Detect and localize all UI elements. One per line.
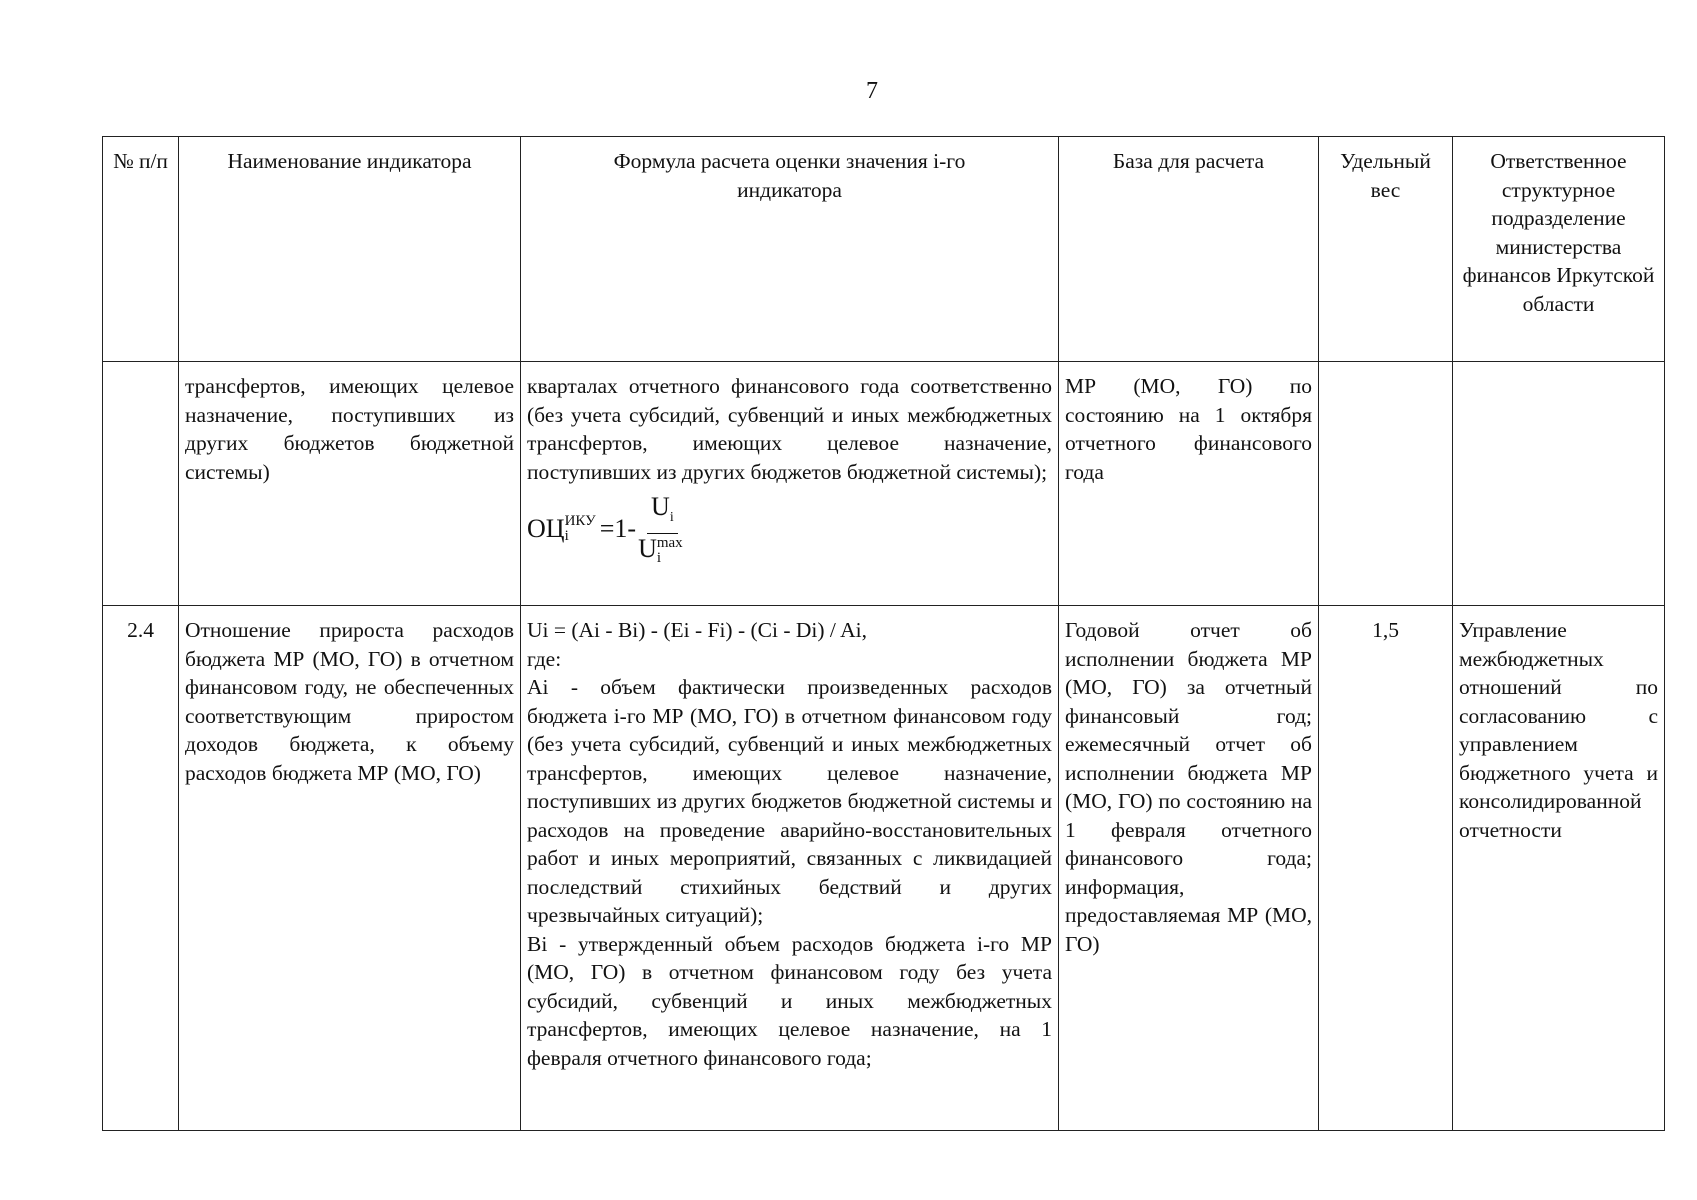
formula-den-sub: i bbox=[656, 550, 662, 567]
table-row bbox=[103, 362, 1665, 606]
formula-den-sup: max bbox=[656, 535, 683, 552]
formula-lhs: ОЦ bbox=[527, 513, 565, 543]
indicator-table bbox=[102, 136, 1665, 1131]
formula-den-symbol: U bbox=[638, 534, 657, 564]
table-header-row bbox=[103, 137, 1665, 362]
formula-num-sub: i bbox=[669, 510, 674, 526]
row2-formula-ai: Ai - объем фактически произведенных расходов бюджета i-го МР (МО, ГО) в отчетном финансовом году (без учета субсидий, субвенций и иных межбюджетных трансфертов, имеющих целевое назначение, поступивших из других бюджетов бюджетной системы и расходов на проведение аварийно-восстановительных работ и иных мероприятий, связанных с ликвидацией последствий стихийных бедствий и других чрезвычайных ситуаций); bbox=[527, 675, 1052, 927]
header-weight: Удельный вес bbox=[1319, 137, 1453, 362]
row1-formula-cell bbox=[521, 362, 1059, 606]
header-num: № п/п bbox=[103, 137, 179, 362]
header-name: Наименование индикатора bbox=[179, 137, 521, 362]
formula-lhs-sup: ИКУ bbox=[564, 513, 596, 530]
row2-base: Годовой отчет об исполнении бюджета МР (МО, ГО) за отчетный финансовый год; ежемесячный отчет об исполнении бюджета МР (МО, ГО) по состоянию на 1 февраля отчетного финансового года; информация, предоставляемая МР (МО, ГО) bbox=[1059, 606, 1319, 1131]
page-number: 7 bbox=[866, 78, 878, 104]
row2-weight: 1,5 bbox=[1319, 606, 1453, 1131]
formula-lhs-sub: i bbox=[564, 528, 569, 545]
row1-resp bbox=[1453, 362, 1665, 606]
header-resp: Ответственное структурное подразделение министерства финансов Иркутской области bbox=[1453, 137, 1665, 362]
row2-num: 2.4 bbox=[103, 606, 179, 1131]
row1-formula-text: кварталах отчетного финансового года соответственно (без учета субсидий, субвенций и иных межбюджетных трансфертов, имеющих целевое назначение, поступивших из других бюджетов бюджетной системы); bbox=[527, 374, 1052, 484]
header-formula: Формула расчета оценки значения i-го индикатора bbox=[521, 137, 1059, 362]
row2-resp: Управление межбюджетных отношений по согласованию с управлением бюджетного учета и консолидированной отчетности bbox=[1453, 606, 1665, 1131]
row1-weight bbox=[1319, 362, 1453, 606]
formula-eq: =1- bbox=[599, 513, 637, 543]
row1-name: трансфертов, имеющих целевое назначение, поступивших из других бюджетов бюджетной системы) bbox=[179, 362, 521, 606]
formula-numerator bbox=[647, 492, 678, 534]
formula-fraction bbox=[638, 492, 687, 566]
row2-formula-line2: где: bbox=[527, 646, 562, 671]
header-base: База для расчета bbox=[1059, 137, 1319, 362]
formula-lhs-indices bbox=[565, 514, 596, 544]
row2-formula-bi: Bi - утвержденный объем расходов бюджета i-го МР (МО, ГО) в отчетном финансовом году без учета субсидий, субвенций и иных межбюджетных трансфертов, имеющих целевое назначение, на 1 февраля отчетного финансового года; bbox=[527, 931, 1052, 1070]
row1-num bbox=[103, 362, 179, 606]
row2-formula-cell bbox=[521, 606, 1059, 1131]
formula-den-indices bbox=[657, 536, 683, 566]
formula-expression bbox=[527, 492, 1052, 566]
row2-formula-line1: Ui = (Ai - Bi) - (Ei - Fi) - (Ci - Di) / Ai, bbox=[527, 618, 867, 642]
row1-base: МР (МО, ГО) по состоянию на 1 октября отчетного финансового года bbox=[1059, 362, 1319, 606]
table-row bbox=[103, 606, 1665, 1131]
formula-denominator bbox=[638, 534, 687, 566]
row2-name: Отношение прироста расходов бюджета МР (МО, ГО) в отчетном финансовом году, не обеспеченных соответствующим приростом доходов бюджета, к объему расходов бюджета МР (МО, ГО) bbox=[179, 606, 521, 1131]
formula-num-symbol: U bbox=[651, 492, 670, 521]
